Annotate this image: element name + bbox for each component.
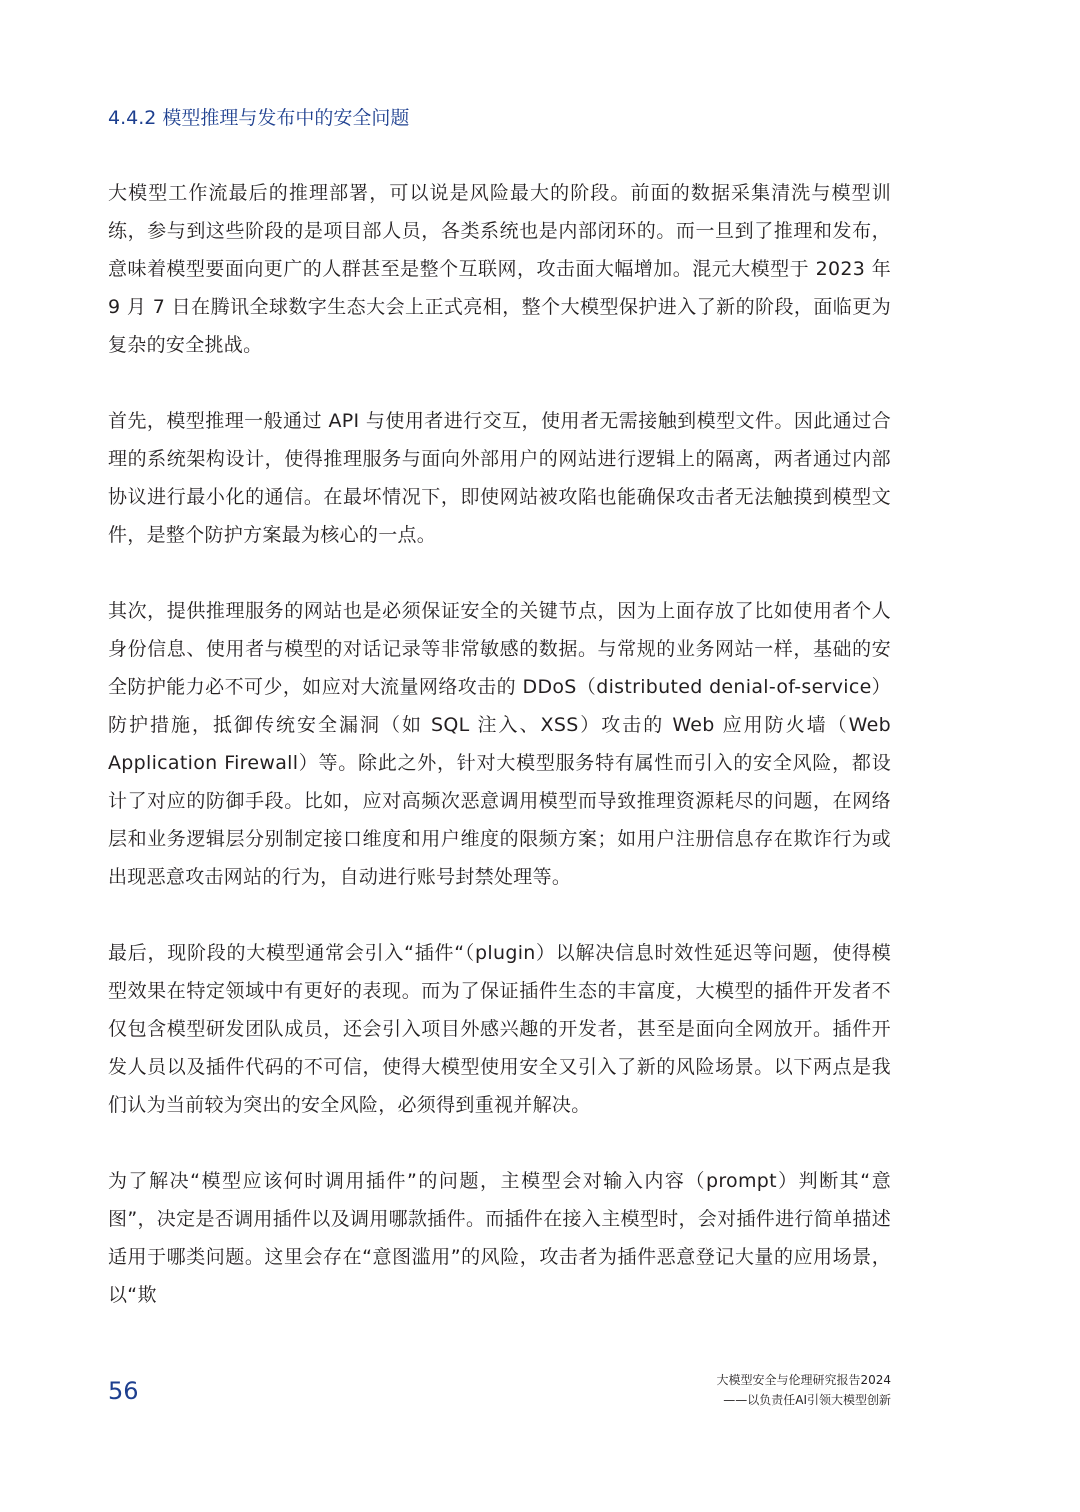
paragraph-5: 为了解决“模型应该何时调用插件”的问题，主模型会对输入内容（prompt）判断其“意图”，决定是否调用插件以及调用哪款插件。而插件在接入主模型时，会对插件进行简单描述适用于哪类问题。这里会存在“意图滥用”的风险，攻击者为插件恶意登记大量的应用场景，以“欺	[108, 1170, 891, 1306]
footer-report-info	[716, 1370, 891, 1410]
paragraph-3: 其次，提供推理服务的网站也是必须保证安全的关键节点，因为上面存放了比如使用者个人身份信息、使用者与模型的对话记录等非常敏感的数据。与常规的业务网站一样，基础的安全防护能力必不可少，如应对大流量网络攻击的 DDoS（distributed denial-of-service）防护措施，抵御传统安全漏洞（如 SQL 注入、XSS）攻击的 Web 应用防火墙（Web Application Firewall）等。除此之外，针对大模型服务特有属性而引入的安全风险，都设计了对应的防御手段。比如，应对高频次恶意调用模型而导致推理资源耗尽的问题，在网络层和业务逻辑层分别制定接口维度和用户维度的限频方案；如用户注册信息存在欺诈行为或出现恶意攻击网站的行为，自动进行账号封禁处理等。	[108, 600, 891, 888]
page-number: 56	[108, 1377, 139, 1405]
footer-report-title: 大模型安全与伦理研究报告2024	[716, 1373, 891, 1387]
body-content	[108, 174, 891, 1352]
section-heading: 4.4.2 模型推理与发布中的安全问题	[108, 107, 410, 129]
paragraph-1: 大模型工作流最后的推理部署，可以说是风险最大的阶段。前面的数据采集清洗与模型训练，参与到这些阶段的是项目部人员，各类系统也是内部闭环的。而一旦到了推理和发布，意味着模型要面向更广的人群甚至是整个互联网，攻击面大幅增加。混元大模型于 2023 年 9 月 7 日在腾讯全球数字生态大会上正式亮相，整个大模型保护进入了新的阶段，面临更为复杂的安全挑战。	[108, 182, 891, 356]
paragraph-4: 最后，现阶段的大模型通常会引入“插件“（plugin）以解决信息时效性延迟等问题，使得模型效果在特定领域中有更好的表现。而为了保证插件生态的丰富度，大模型的插件开发者不仅包含模型研发团队成员，还会引入项目外感兴趣的开发者，甚至是面向全网放开。插件开发人员以及插件代码的不可信，使得大模型使用安全又引入了新的风险场景。以下两点是我们认为当前较为突出的安全风险，必须得到重视并解决。	[108, 942, 891, 1116]
paragraph-2: 首先，模型推理一般通过 API 与使用者进行交互，使用者无需接触到模型文件。因此通过合理的系统架构设计，使得推理服务与面向外部用户的网站进行逻辑上的隔离，两者通过内部协议进行最小化的通信。在最坏情况下，即使网站被攻陷也能确保攻击者无法触摸到模型文件，是整个防护方案最为核心的一点。	[108, 410, 891, 546]
footer-report-subtitle: ——以负责任AI引领大模型创新	[723, 1393, 891, 1407]
